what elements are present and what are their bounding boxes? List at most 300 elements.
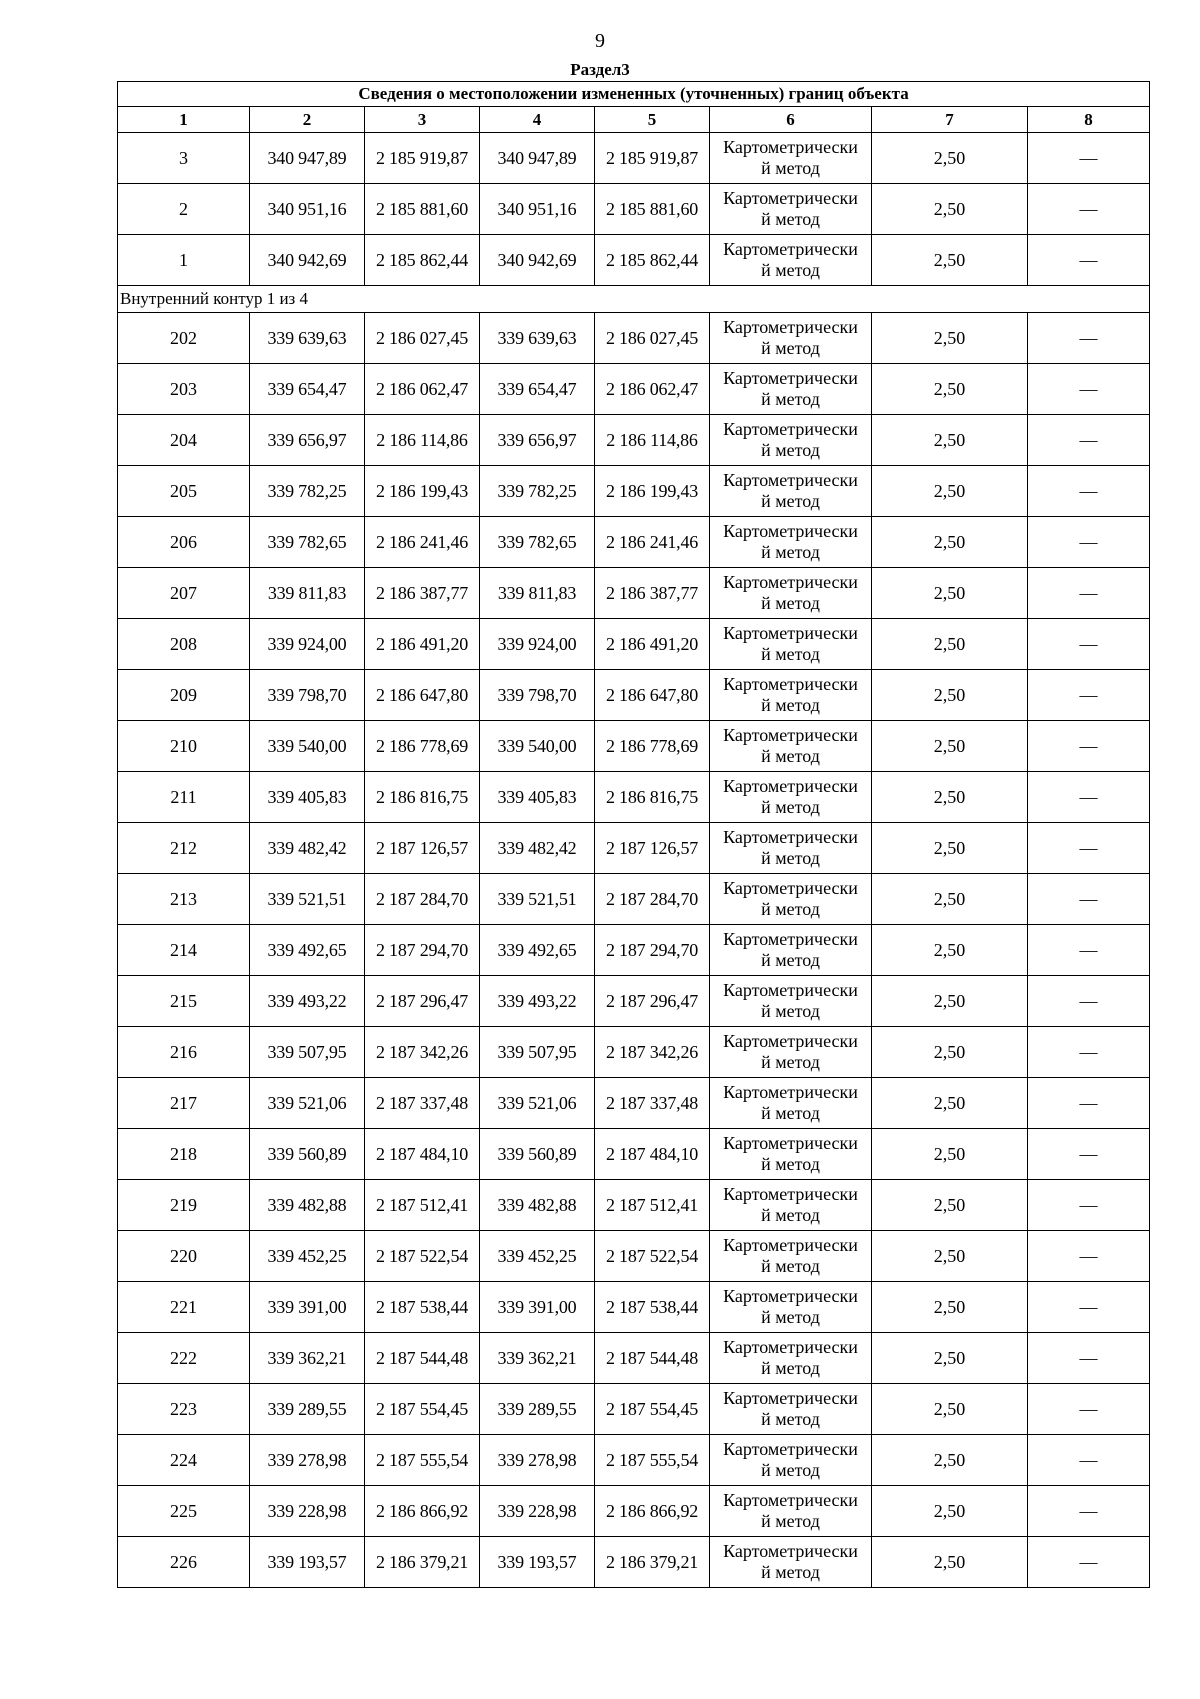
x-coordinate-cell: 339 782,65 [250, 517, 365, 568]
note-cell: — [1028, 1333, 1150, 1384]
section-title: Раздел3 [570, 60, 630, 79]
note-cell: — [1028, 1129, 1150, 1180]
y-coordinate-cell: 2 186 816,75 [365, 772, 480, 823]
precision-cell: 2,50 [872, 517, 1028, 568]
method-text-line: Картометрически [723, 521, 858, 541]
table-row [118, 925, 1150, 976]
y-coordinate-new-cell: 2 186 199,43 [595, 466, 710, 517]
x-coordinate-cell: 339 639,63 [250, 313, 365, 364]
y-coordinate-new-cell: 2 187 538,44 [595, 1282, 710, 1333]
x-coordinate-cell: 339 521,06 [250, 1078, 365, 1129]
x-coordinate-new-cell: 339 798,70 [480, 670, 595, 721]
x-coordinate-new-cell: 339 924,00 [480, 619, 595, 670]
column-number: 7 [872, 107, 1028, 133]
table-row [118, 772, 1150, 823]
y-coordinate-new-cell: 2 187 555,54 [595, 1435, 710, 1486]
y-coordinate-cell: 2 186 062,47 [365, 364, 480, 415]
point-number-cell: 3 [118, 133, 250, 184]
precision-cell: 2,50 [872, 1333, 1028, 1384]
method-text-line: й метод [761, 1205, 820, 1225]
method-text-line: Картометрически [723, 368, 858, 388]
x-coordinate-cell: 339 482,42 [250, 823, 365, 874]
y-coordinate-cell: 2 187 538,44 [365, 1282, 480, 1333]
y-coordinate-new-cell: 2 186 027,45 [595, 313, 710, 364]
x-coordinate-new-cell: 339 521,51 [480, 874, 595, 925]
x-coordinate-cell: 339 228,98 [250, 1486, 365, 1537]
precision-cell: 2,50 [872, 823, 1028, 874]
y-coordinate-cell: 2 186 027,45 [365, 313, 480, 364]
note-cell: — [1028, 415, 1150, 466]
determination-method-cell [710, 772, 872, 823]
page-number: 9 [595, 30, 605, 52]
x-coordinate-new-cell: 339 228,98 [480, 1486, 595, 1537]
determination-method-cell [710, 466, 872, 517]
x-coordinate-cell: 339 482,88 [250, 1180, 365, 1231]
x-coordinate-cell: 339 493,22 [250, 976, 365, 1027]
method-text-line: й метод [761, 1358, 820, 1378]
determination-method-cell [710, 568, 872, 619]
note-cell: — [1028, 1384, 1150, 1435]
method-text-line: Картометрически [723, 419, 858, 439]
method-text-line: й метод [761, 1307, 820, 1327]
method-text-line: й метод [761, 1001, 820, 1021]
determination-method-cell [710, 1129, 872, 1180]
y-coordinate-new-cell: 2 187 342,26 [595, 1027, 710, 1078]
note-cell: — [1028, 1180, 1150, 1231]
note-cell: — [1028, 1027, 1150, 1078]
point-number-cell: 207 [118, 568, 250, 619]
note-cell: — [1028, 568, 1150, 619]
x-coordinate-new-cell: 339 405,83 [480, 772, 595, 823]
method-text-line: Картометрически [723, 1541, 858, 1561]
y-coordinate-new-cell: 2 187 294,70 [595, 925, 710, 976]
determination-method-cell [710, 517, 872, 568]
note-cell: — [1028, 364, 1150, 415]
y-coordinate-cell: 2 187 544,48 [365, 1333, 480, 1384]
method-text-line: й метод [761, 899, 820, 919]
method-text-line: й метод [761, 797, 820, 817]
method-text-line: й метод [761, 746, 820, 766]
determination-method-cell [710, 133, 872, 184]
x-coordinate-cell: 340 947,89 [250, 133, 365, 184]
note-cell: — [1028, 619, 1150, 670]
point-number-cell: 222 [118, 1333, 250, 1384]
note-cell: — [1028, 517, 1150, 568]
x-coordinate-new-cell: 340 947,89 [480, 133, 595, 184]
note-cell: — [1028, 133, 1150, 184]
method-text-line: Картометрически [723, 776, 858, 796]
y-coordinate-new-cell: 2 187 126,57 [595, 823, 710, 874]
y-coordinate-cell: 2 187 522,54 [365, 1231, 480, 1282]
y-coordinate-cell: 2 186 647,80 [365, 670, 480, 721]
precision-cell: 2,50 [872, 1078, 1028, 1129]
determination-method-cell [710, 1384, 872, 1435]
note-cell: — [1028, 235, 1150, 286]
table-row [118, 619, 1150, 670]
point-number-cell: 226 [118, 1537, 250, 1588]
y-coordinate-cell: 2 186 241,46 [365, 517, 480, 568]
method-text-line: й метод [761, 1460, 820, 1480]
method-text-line: Картометрически [723, 1286, 858, 1306]
table-row [118, 415, 1150, 466]
x-coordinate-cell: 339 362,21 [250, 1333, 365, 1384]
x-coordinate-new-cell: 339 289,55 [480, 1384, 595, 1435]
table-row [118, 1129, 1150, 1180]
x-coordinate-new-cell: 339 482,88 [480, 1180, 595, 1231]
method-text-line: й метод [761, 1052, 820, 1072]
point-number-cell: 203 [118, 364, 250, 415]
point-number-cell: 1 [118, 235, 250, 286]
determination-method-cell [710, 1027, 872, 1078]
method-text-line: Картометрически [723, 1184, 858, 1204]
x-coordinate-new-cell: 339 540,00 [480, 721, 595, 772]
y-coordinate-new-cell: 2 186 491,20 [595, 619, 710, 670]
point-number-cell: 218 [118, 1129, 250, 1180]
x-coordinate-cell: 339 452,25 [250, 1231, 365, 1282]
precision-cell: 2,50 [872, 670, 1028, 721]
point-number-cell: 202 [118, 313, 250, 364]
table-row [118, 364, 1150, 415]
method-text-line: й метод [761, 644, 820, 664]
method-text-line: Картометрически [723, 1235, 858, 1255]
y-coordinate-new-cell: 2 187 284,70 [595, 874, 710, 925]
point-number-cell: 220 [118, 1231, 250, 1282]
precision-cell: 2,50 [872, 184, 1028, 235]
x-coordinate-new-cell: 339 493,22 [480, 976, 595, 1027]
table-row [118, 721, 1150, 772]
y-coordinate-new-cell: 2 186 114,86 [595, 415, 710, 466]
precision-cell: 2,50 [872, 772, 1028, 823]
precision-cell: 2,50 [872, 568, 1028, 619]
column-number: 2 [250, 107, 365, 133]
precision-cell: 2,50 [872, 466, 1028, 517]
table-row [118, 517, 1150, 568]
table-row [118, 1537, 1150, 1588]
determination-method-cell [710, 1180, 872, 1231]
method-text-line: Картометрически [723, 137, 858, 157]
determination-method-cell [710, 925, 872, 976]
table-row [118, 235, 1150, 286]
method-text-line: Картометрически [723, 1388, 858, 1408]
method-text-line: Картометрически [723, 572, 858, 592]
table-row [118, 1333, 1150, 1384]
contour-row [118, 286, 1150, 313]
determination-method-cell [710, 184, 872, 235]
y-coordinate-new-cell: 2 186 778,69 [595, 721, 710, 772]
method-text-line: й метод [761, 209, 820, 229]
precision-cell: 2,50 [872, 874, 1028, 925]
point-number-cell: 204 [118, 415, 250, 466]
x-coordinate-new-cell: 339 452,25 [480, 1231, 595, 1282]
x-coordinate-cell: 339 507,95 [250, 1027, 365, 1078]
y-coordinate-cell: 2 186 866,92 [365, 1486, 480, 1537]
x-coordinate-cell: 339 798,70 [250, 670, 365, 721]
x-coordinate-cell: 339 924,00 [250, 619, 365, 670]
y-coordinate-cell: 2 187 512,41 [365, 1180, 480, 1231]
determination-method-cell [710, 235, 872, 286]
note-cell: — [1028, 874, 1150, 925]
table-title-row [118, 82, 1150, 107]
x-coordinate-new-cell: 339 492,65 [480, 925, 595, 976]
point-number-cell: 2 [118, 184, 250, 235]
method-text-line: й метод [761, 542, 820, 562]
method-text-line: Картометрически [723, 239, 858, 259]
determination-method-cell [710, 1537, 872, 1588]
y-coordinate-cell: 2 187 294,70 [365, 925, 480, 976]
method-text-line: й метод [761, 1103, 820, 1123]
determination-method-cell [710, 1078, 872, 1129]
method-text-line: Картометрически [723, 725, 858, 745]
column-number-row [118, 107, 1150, 133]
table-body [118, 133, 1150, 1588]
note-cell: — [1028, 1537, 1150, 1588]
method-text-line: Картометрически [723, 878, 858, 898]
note-cell: — [1028, 1282, 1150, 1333]
y-coordinate-cell: 2 187 484,10 [365, 1129, 480, 1180]
determination-method-cell [710, 874, 872, 925]
x-coordinate-cell: 339 811,83 [250, 568, 365, 619]
method-text-line: Картометрически [723, 1337, 858, 1357]
determination-method-cell [710, 619, 872, 670]
method-text-line: й метод [761, 440, 820, 460]
y-coordinate-cell: 2 186 778,69 [365, 721, 480, 772]
method-text-line: Картометрически [723, 470, 858, 490]
y-coordinate-cell: 2 185 919,87 [365, 133, 480, 184]
method-text-line: й метод [761, 593, 820, 613]
x-coordinate-cell: 339 391,00 [250, 1282, 365, 1333]
y-coordinate-new-cell: 2 185 919,87 [595, 133, 710, 184]
method-text-line: й метод [761, 491, 820, 511]
x-coordinate-new-cell: 339 362,21 [480, 1333, 595, 1384]
x-coordinate-new-cell: 339 782,65 [480, 517, 595, 568]
point-number-cell: 214 [118, 925, 250, 976]
point-number-cell: 212 [118, 823, 250, 874]
method-text-line: Картометрически [723, 929, 858, 949]
y-coordinate-cell: 2 186 379,21 [365, 1537, 480, 1588]
note-cell: — [1028, 1078, 1150, 1129]
table-row [118, 823, 1150, 874]
point-number-cell: 215 [118, 976, 250, 1027]
x-coordinate-new-cell: 339 193,57 [480, 1537, 595, 1588]
y-coordinate-cell: 2 187 284,70 [365, 874, 480, 925]
table-row [118, 1231, 1150, 1282]
point-number-cell: 221 [118, 1282, 250, 1333]
table-row [118, 184, 1150, 235]
column-number: 1 [118, 107, 250, 133]
column-number: 5 [595, 107, 710, 133]
point-number-cell: 209 [118, 670, 250, 721]
y-coordinate-new-cell: 2 185 881,60 [595, 184, 710, 235]
point-number-cell: 213 [118, 874, 250, 925]
y-coordinate-cell: 2 186 114,86 [365, 415, 480, 466]
y-coordinate-new-cell: 2 186 866,92 [595, 1486, 710, 1537]
x-coordinate-new-cell: 339 560,89 [480, 1129, 595, 1180]
determination-method-cell [710, 1282, 872, 1333]
method-text-line: Картометрически [723, 188, 858, 208]
method-text-line: й метод [761, 158, 820, 178]
x-coordinate-new-cell: 339 654,47 [480, 364, 595, 415]
table-row [118, 1282, 1150, 1333]
table-row [118, 1435, 1150, 1486]
point-number-cell: 223 [118, 1384, 250, 1435]
y-coordinate-new-cell: 2 186 816,75 [595, 772, 710, 823]
point-number-cell: 216 [118, 1027, 250, 1078]
y-coordinate-cell: 2 187 337,48 [365, 1078, 480, 1129]
x-coordinate-new-cell: 340 951,16 [480, 184, 595, 235]
y-coordinate-cell: 2 187 126,57 [365, 823, 480, 874]
x-coordinate-new-cell: 339 482,42 [480, 823, 595, 874]
note-cell: — [1028, 466, 1150, 517]
x-coordinate-new-cell: 339 278,98 [480, 1435, 595, 1486]
determination-method-cell [710, 1231, 872, 1282]
method-text-line: Картометрически [723, 1082, 858, 1102]
x-coordinate-cell: 339 560,89 [250, 1129, 365, 1180]
point-number-cell: 225 [118, 1486, 250, 1537]
note-cell: — [1028, 184, 1150, 235]
x-coordinate-cell: 339 492,65 [250, 925, 365, 976]
precision-cell: 2,50 [872, 1027, 1028, 1078]
method-text-line: й метод [761, 338, 820, 358]
y-coordinate-cell: 2 185 862,44 [365, 235, 480, 286]
method-text-line: Картометрически [723, 980, 858, 1000]
precision-cell: 2,50 [872, 721, 1028, 772]
method-text-line: й метод [761, 950, 820, 970]
x-coordinate-cell: 339 540,00 [250, 721, 365, 772]
point-number-cell: 219 [118, 1180, 250, 1231]
method-text-line: й метод [761, 1511, 820, 1531]
y-coordinate-new-cell: 2 187 522,54 [595, 1231, 710, 1282]
column-number: 8 [1028, 107, 1150, 133]
table-row [118, 133, 1150, 184]
determination-method-cell [710, 823, 872, 874]
method-text-line: й метод [761, 695, 820, 715]
y-coordinate-cell: 2 186 199,43 [365, 466, 480, 517]
precision-cell: 2,50 [872, 364, 1028, 415]
x-coordinate-new-cell: 340 942,69 [480, 235, 595, 286]
precision-cell: 2,50 [872, 619, 1028, 670]
x-coordinate-cell: 339 782,25 [250, 466, 365, 517]
x-coordinate-new-cell: 339 811,83 [480, 568, 595, 619]
y-coordinate-cell: 2 187 554,45 [365, 1384, 480, 1435]
precision-cell: 2,50 [872, 1129, 1028, 1180]
table-row [118, 1027, 1150, 1078]
x-coordinate-cell: 340 951,16 [250, 184, 365, 235]
precision-cell: 2,50 [872, 1537, 1028, 1588]
note-cell: — [1028, 925, 1150, 976]
column-number: 6 [710, 107, 872, 133]
table-row [118, 1384, 1150, 1435]
note-cell: — [1028, 313, 1150, 364]
point-number-cell: 210 [118, 721, 250, 772]
precision-cell: 2,50 [872, 1180, 1028, 1231]
method-text-line: й метод [761, 389, 820, 409]
x-coordinate-new-cell: 339 521,06 [480, 1078, 595, 1129]
determination-method-cell [710, 313, 872, 364]
precision-cell: 2,50 [872, 1282, 1028, 1333]
y-coordinate-cell: 2 187 342,26 [365, 1027, 480, 1078]
method-text-line: Картометрически [723, 674, 858, 694]
determination-method-cell [710, 1486, 872, 1537]
y-coordinate-new-cell: 2 186 647,80 [595, 670, 710, 721]
x-coordinate-cell: 339 278,98 [250, 1435, 365, 1486]
x-coordinate-cell: 339 521,51 [250, 874, 365, 925]
x-coordinate-cell: 339 654,47 [250, 364, 365, 415]
point-number-cell: 205 [118, 466, 250, 517]
table-row [118, 1078, 1150, 1129]
y-coordinate-cell: 2 187 296,47 [365, 976, 480, 1027]
determination-method-cell [710, 721, 872, 772]
precision-cell: 2,50 [872, 235, 1028, 286]
table-row [118, 1180, 1150, 1231]
y-coordinate-new-cell: 2 187 544,48 [595, 1333, 710, 1384]
y-coordinate-new-cell: 2 187 484,10 [595, 1129, 710, 1180]
x-coordinate-cell: 340 942,69 [250, 235, 365, 286]
y-coordinate-new-cell: 2 187 512,41 [595, 1180, 710, 1231]
table-row [118, 1486, 1150, 1537]
table-row [118, 466, 1150, 517]
method-text-line: й метод [761, 848, 820, 868]
determination-method-cell [710, 1435, 872, 1486]
method-text-line: й метод [761, 1409, 820, 1429]
x-coordinate-cell: 339 405,83 [250, 772, 365, 823]
note-cell: — [1028, 721, 1150, 772]
boundary-coordinates-table [117, 81, 1150, 1588]
table-title: Сведения о местоположении измененных (уточненных) границ объекта [118, 82, 1150, 107]
note-cell: — [1028, 976, 1150, 1027]
precision-cell: 2,50 [872, 133, 1028, 184]
precision-cell: 2,50 [872, 976, 1028, 1027]
y-coordinate-new-cell: 2 187 554,45 [595, 1384, 710, 1435]
y-coordinate-new-cell: 2 186 241,46 [595, 517, 710, 568]
note-cell: — [1028, 823, 1150, 874]
x-coordinate-new-cell: 339 656,97 [480, 415, 595, 466]
y-coordinate-cell: 2 187 555,54 [365, 1435, 480, 1486]
determination-method-cell [710, 1333, 872, 1384]
column-number: 3 [365, 107, 480, 133]
determination-method-cell [710, 364, 872, 415]
method-text-line: Картометрически [723, 317, 858, 337]
y-coordinate-cell: 2 186 387,77 [365, 568, 480, 619]
note-cell: — [1028, 772, 1150, 823]
method-text-line: Картометрически [723, 827, 858, 847]
method-text-line: Картометрически [723, 1133, 858, 1153]
precision-cell: 2,50 [872, 1384, 1028, 1435]
y-coordinate-new-cell: 2 187 296,47 [595, 976, 710, 1027]
method-text-line: Картометрически [723, 623, 858, 643]
x-coordinate-new-cell: 339 507,95 [480, 1027, 595, 1078]
method-text-line: Картометрически [723, 1490, 858, 1510]
point-number-cell: 206 [118, 517, 250, 568]
column-number: 4 [480, 107, 595, 133]
x-coordinate-cell: 339 193,57 [250, 1537, 365, 1588]
method-text-line: й метод [761, 260, 820, 280]
table-row [118, 976, 1150, 1027]
note-cell: — [1028, 670, 1150, 721]
method-text-line: Картометрически [723, 1031, 858, 1051]
contour-label: Внутренний контур 1 из 4 [118, 286, 1150, 313]
point-number-cell: 217 [118, 1078, 250, 1129]
x-coordinate-new-cell: 339 639,63 [480, 313, 595, 364]
x-coordinate-cell: 339 656,97 [250, 415, 365, 466]
precision-cell: 2,50 [872, 415, 1028, 466]
precision-cell: 2,50 [872, 313, 1028, 364]
point-number-cell: 211 [118, 772, 250, 823]
method-text-line: й метод [761, 1256, 820, 1276]
point-number-cell: 224 [118, 1435, 250, 1486]
y-coordinate-new-cell: 2 185 862,44 [595, 235, 710, 286]
y-coordinate-new-cell: 2 187 337,48 [595, 1078, 710, 1129]
y-coordinate-new-cell: 2 186 062,47 [595, 364, 710, 415]
